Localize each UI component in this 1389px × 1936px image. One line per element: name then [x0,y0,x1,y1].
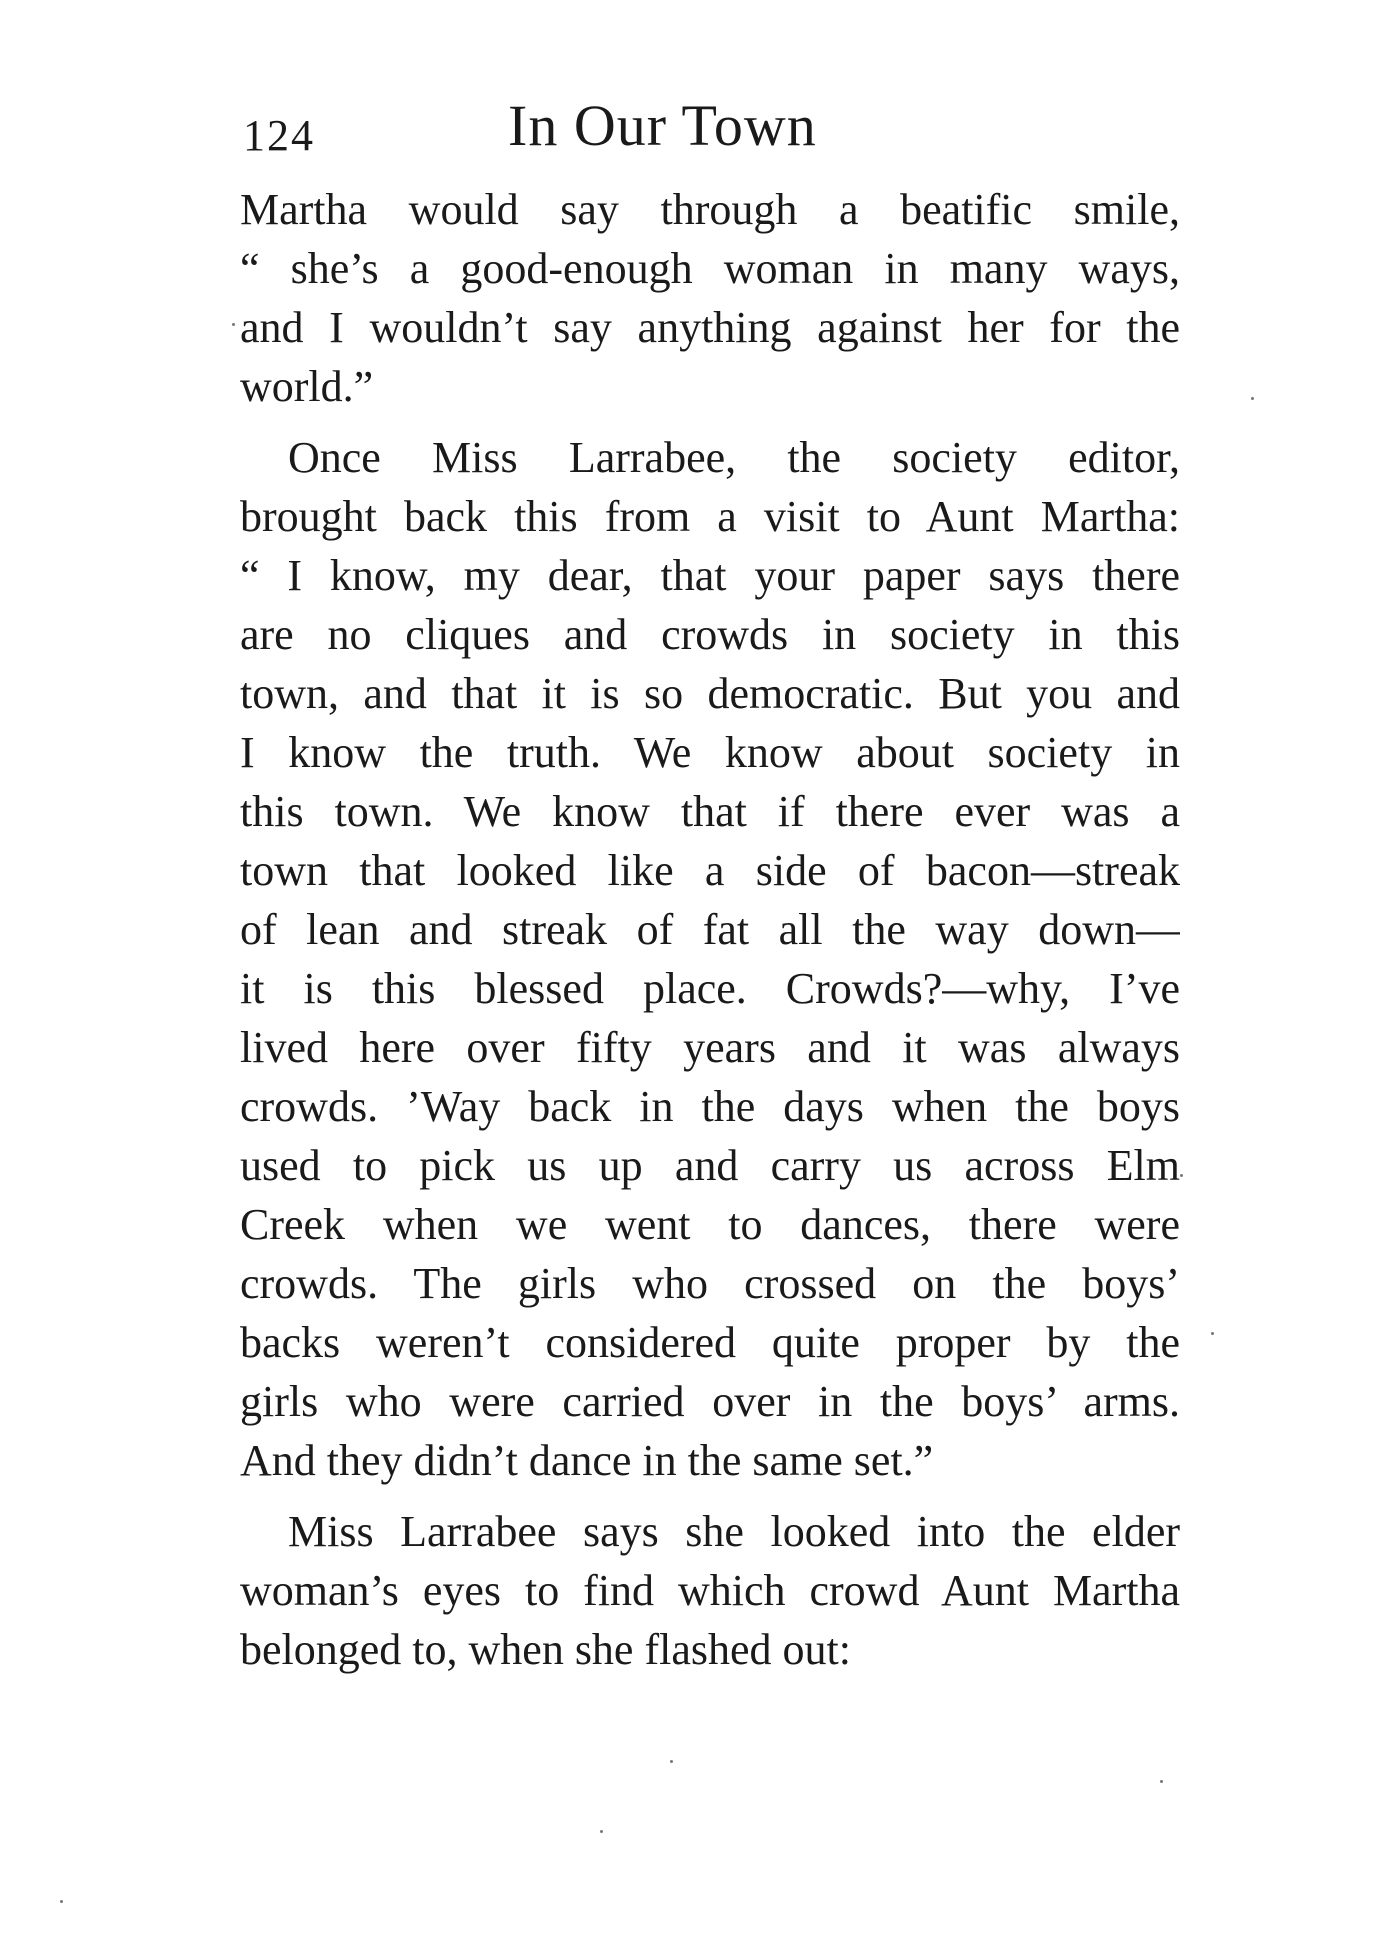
text-line: woman’s eyes to find which crowd Aunt Martha [240,1566,1180,1615]
text-line: town that looked like a side of bacon—streak [240,846,1180,895]
body-text [240,180,1180,1679]
text-line: lived here over fifty years and it was always [240,1023,1180,1072]
text-line: world.” [240,362,374,411]
text-line: crowds. The girls who crossed on the boys’ [240,1259,1180,1308]
text-line: Once Miss Larrabee, the society editor, [288,433,1180,482]
text-line: this town. We know that if there ever was a [240,787,1180,836]
text-line: backs weren’t considered quite proper by the [240,1318,1180,1367]
text-line: girls who were carried over in the boys’ arms. [240,1377,1180,1426]
text-line: I know the truth. We know about society in [240,728,1180,777]
scan-speck [1160,1780,1163,1783]
text-line: “ I know, my dear, that your paper says there [240,551,1180,600]
text-line: brought back this from a visit to Aunt Martha: [240,492,1180,541]
text-line: Martha would say through a beatific smile, [240,185,1180,234]
text-line: of lean and streak of fat all the way down— [240,905,1180,954]
text-line: it is this blessed place. Crowds?—why, I’ve [240,964,1180,1013]
text-line: used to pick us up and carry us across Elm [240,1141,1180,1190]
scan-speck [1180,1174,1183,1177]
text-line: belonged to, when she flashed out: [240,1625,851,1674]
running-title: In Our Town [508,93,817,158]
paragraph [240,428,1180,1490]
text-line: town, and that it is so democratic. But you and [240,669,1180,718]
text-line: and I wouldn’t say anything against her for the [240,303,1180,352]
text-line: are no cliques and crowds in society in this [240,610,1180,659]
page-header [243,92,1193,172]
scan-speck [1251,397,1254,400]
scan-speck [232,323,235,326]
text-line: And they didn’t dance in the same set.” [240,1436,934,1485]
text-line: Creek when we went to dances, there were [240,1200,1180,1249]
paragraph [240,180,1180,416]
text-line: “ she’s a good-enough woman in many ways, [240,244,1180,293]
text-line: crowds. ’Way back in the days when the boys [240,1082,1180,1131]
paragraph [240,1502,1180,1679]
scan-speck [600,1830,603,1833]
scan-speck [60,1900,63,1903]
scan-speck [670,1760,673,1763]
text-line: Miss Larrabee says she looked into the elder [288,1507,1180,1556]
scan-speck [1211,1332,1214,1335]
page-number: 124 [243,111,315,160]
